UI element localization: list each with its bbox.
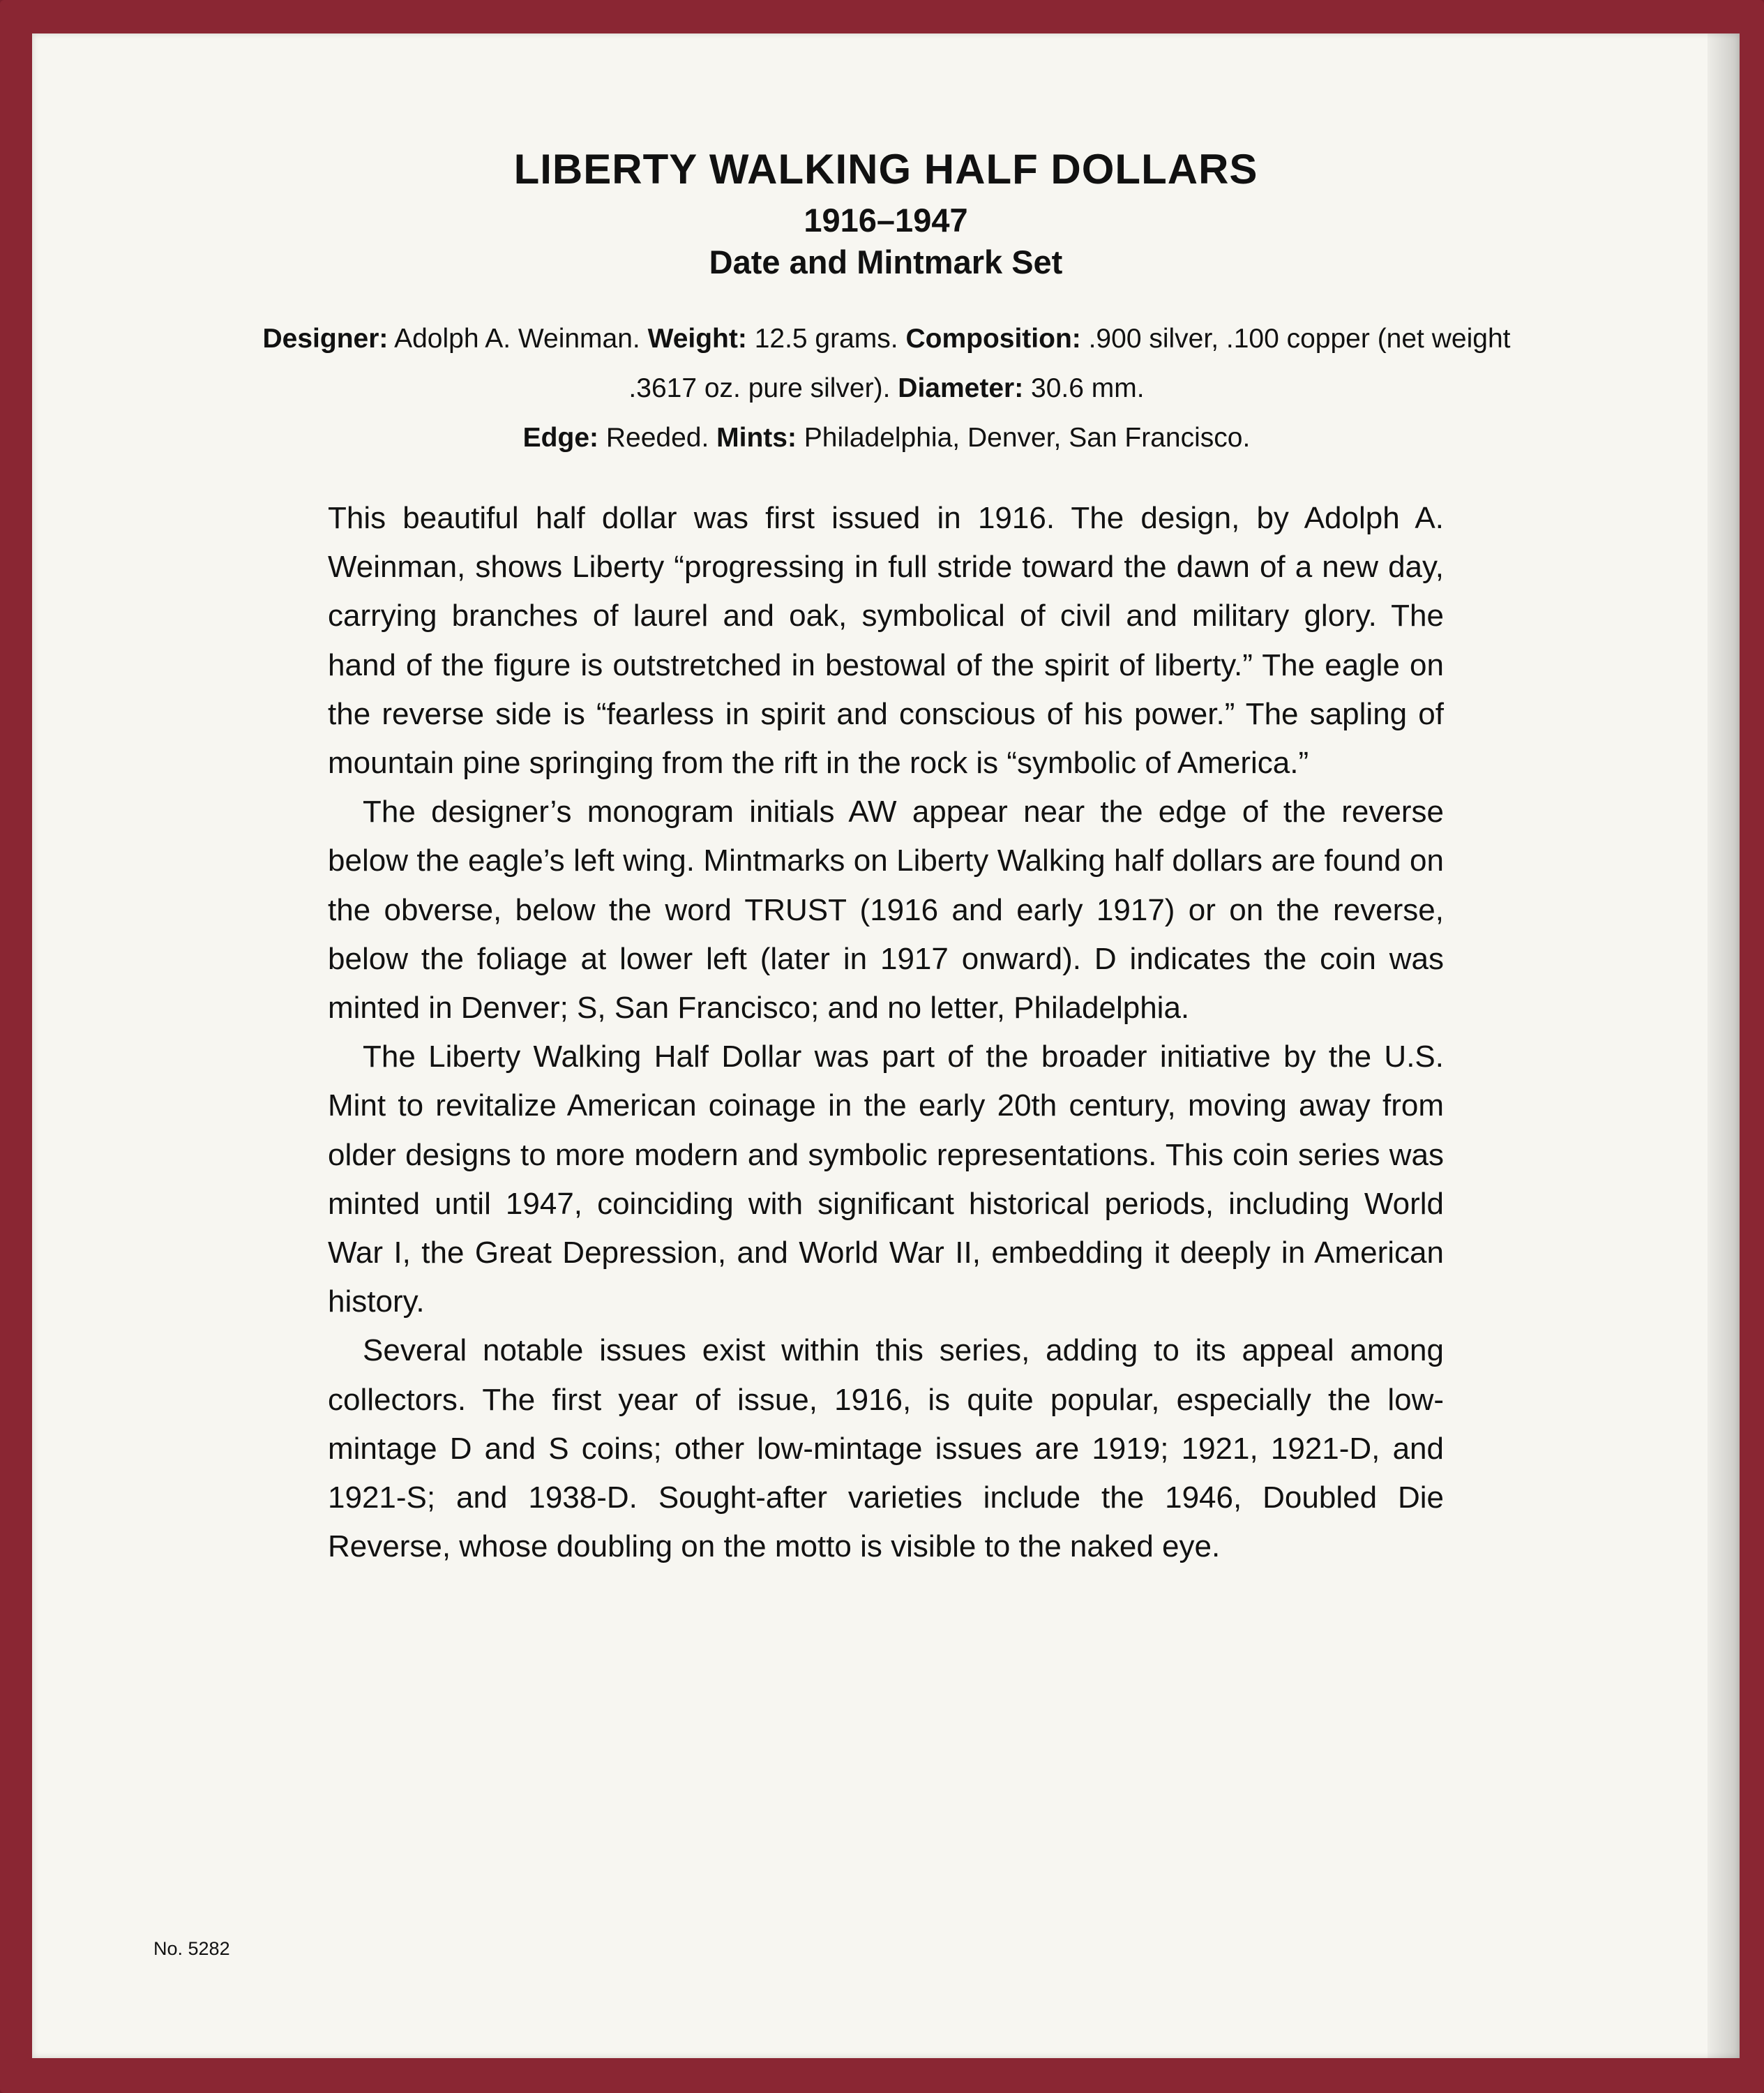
paragraph-context: The Liberty Walking Half Dollar was part of the broader initiative by the U.S. Mint to revitalize American coinage in the early 20th century, moving away from older designs to more modern and symbolic representations. This coin series was minted until 1947, coinciding with significant historical periods, including World War I, the Great Depression, and World War II, embedding it deeply in American history. — [328, 1040, 1444, 1319]
designer-value: Adolph A. Weinman. — [388, 324, 648, 354]
designer-label: Designer: — [262, 324, 389, 354]
weight-label: Weight: — [647, 324, 747, 354]
album-page — [32, 33, 1740, 2058]
catalog-number: No. 5282 — [153, 1938, 230, 1959]
diameter-value: 30.6 mm. — [1023, 373, 1145, 403]
page-spine-shadow — [1708, 33, 1740, 2058]
paragraph-history: This beautiful half dollar was first issued in 1916. The design, by Adolph A. Weinman, shows Liberty “progressing in full stride toward the dawn of a new day, carrying branches of laurel and oak, symbolical of civil and military glory. The hand of the figure is outstretched in bestowal of the spirit of liberty.” The eagle on the reverse side is “fearless in spirit and conscious of his power.” The sapling of mountain pine springing from the rift in the rock is “symbolic of America.” — [328, 501, 1444, 781]
composition-value: .900 silver, .100 copper (net weight .3617 oz. pure silver). — [628, 324, 1511, 403]
edge-value: Reeded. — [598, 423, 717, 453]
page-title: LIBERTY WALKING HALF DOLLARS — [513, 146, 1258, 193]
diameter-label: Diameter: — [898, 373, 1024, 403]
mints-value: Philadelphia, Denver, San Francisco. — [796, 423, 1251, 453]
paragraph-notable-issues: Several notable issues exist within this series, adding to its appeal among collectors. The first year of issue, 1916, is quite popular, especially the low-mintage D and S coins; other low-mintage issues are 1919; 1921, 1921-D, and 1921-S; and 1938-D. Sought-after varieties include the 1946, Doubled Die Reverse, whose doubling on the motto is visible to the naked eye. — [328, 1333, 1444, 1564]
date-range: 1916–1947 — [804, 202, 968, 239]
mints-label: Mints: — [716, 423, 797, 453]
page-subtitle: Date and Mintmark Set — [709, 243, 1063, 280]
composition-label: Composition: — [905, 324, 1081, 354]
paragraph-mintmarks: The designer’s monogram initials AW appear near the edge of the reverse below the eagle’s left wing. Mintmarks on Liberty Walking half dollars are found on the obverse, below the word TRUST (1916 and early 1917) or on the reverse, below the foliage at lower left (later in 1917 onward). D indicates the coin was minted in Denver; S, San Francisco; and no letter, Philadelphia. — [328, 795, 1444, 1026]
edge-label: Edge: — [522, 423, 599, 453]
description-body — [328, 494, 1444, 1571]
weight-value: 12.5 grams. — [746, 324, 906, 354]
coin-specifications — [227, 314, 1546, 463]
